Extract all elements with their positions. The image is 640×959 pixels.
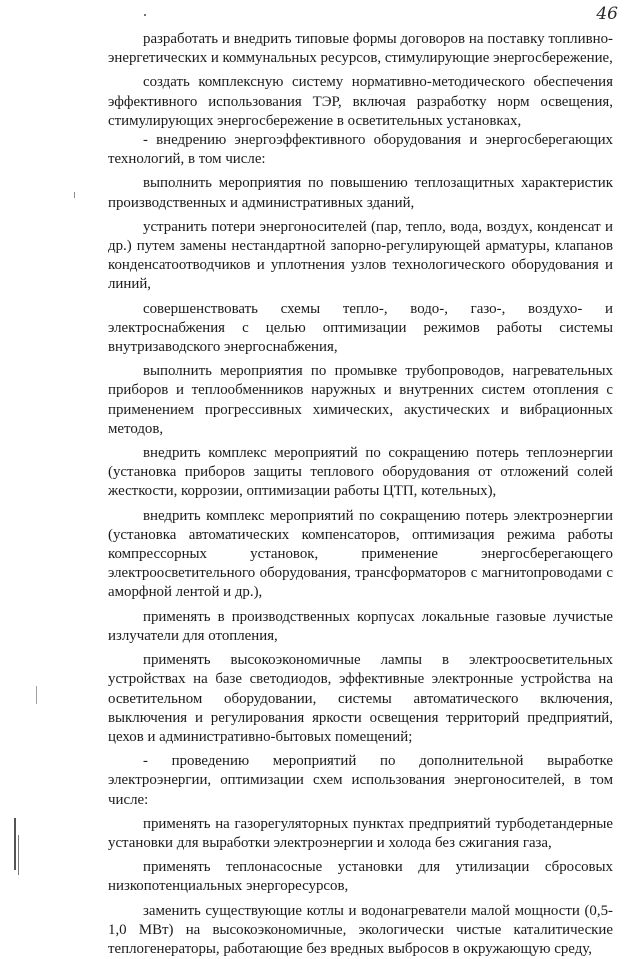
scan-mark [74, 192, 75, 198]
paragraph: применять на газорегуляторных пунктах предприятий турбодетандерные установки для выработки электроэнергии и холода без сжигания газа, [108, 815, 613, 851]
margin-binding-line [14, 818, 16, 870]
paragraph: применять высокоэкономичные лампы в электроосветительных устройствах на базе светодиодов, эффективные электронные устройства на осветительном оборудовании, системы автоматического включения, выключения и регулирования яркости освещения территорий предприятий, цехов и административно-бытовых помещений; [108, 652, 613, 745]
paragraph: применять теплонасосные установки для утилизации сбросовых низкопотенциальных энергоресурсов, [108, 859, 613, 895]
margin-binding-line [18, 835, 19, 875]
page-number: 46 [596, 4, 618, 24]
paragraph: выполнить мероприятия по промывке трубопроводов, нагревательных приборов и теплообменников наружных и внутренних систем отопления с применением прогрессивных химических, акустических и вибрационных методов, [108, 363, 613, 437]
paragraph: внедрить комплекс мероприятий по сокращению потерь теплоэнергии (установка приборов защиты теплового оборудования от отложений солей жесткости, коррозии, оптимизации работы ЦТП, котельных), [108, 445, 613, 500]
paragraph: разработать и внедрить типовые формы договоров на поставку топливно-энергетических и коммунальных ресурсов, стимулирующие энергосбережение, [108, 31, 613, 67]
paragraph: - проведению мероприятий по дополнительной выработке электроэнергии, оптимизации схем использования энергоносителей, в том числе: [108, 753, 613, 808]
paragraph: совершенствовать схемы тепло-, водо-, газо-, воздухо- и электроснабжения с целью оптимизации режимов работы системы внутризаводского энергоснабжения, [108, 300, 613, 356]
paragraph: устранить потери энергоносителей (пар, тепло, вода, воздух, конденсат и др.) путем замены нестандартной запорно-регулирующей арматуры, клапанов конденсатоотводчиков и уплотнения узлов технологического оборудования и линий, [108, 218, 613, 293]
scan-speck [144, 14, 146, 16]
paragraph: внедрить комплекс мероприятий по сокращению потерь электроэнергии (установка автоматических компенсаторов, оптимизация режима работы компрессорных установок, применение энергосберегающего электроосветительного оборудования, трансформаторов с магнитопроводами с аморфной лентой и др.), [108, 507, 613, 601]
paragraph: - внедрению энергоэффективного оборудования и энергосберегающих технологий, в том числе: [108, 132, 613, 168]
paragraph: заменить существующие котлы и водонагреватели малой мощности (0,5-1,0 МВт) на высокоэкономичные, экологически чистые каталитические теплогенераторы, работающие без вредных выбросов в окружающую среду, [108, 902, 613, 957]
paragraph: применять в производственных корпусах локальные газовые лучистые излучатели для отопления, [108, 608, 613, 644]
paragraph: создать комплексную систему нормативно-методического обеспечения эффективного использования ТЭР, включая разработку норм освещения, стимулирующих энергосбережение в осветительных установках, [108, 74, 613, 129]
document-body [108, 30, 613, 959]
paragraph: выполнить мероприятия по повышению теплозащитных характеристик производственных и административных зданий, [108, 175, 613, 211]
scan-mark [36, 686, 37, 704]
